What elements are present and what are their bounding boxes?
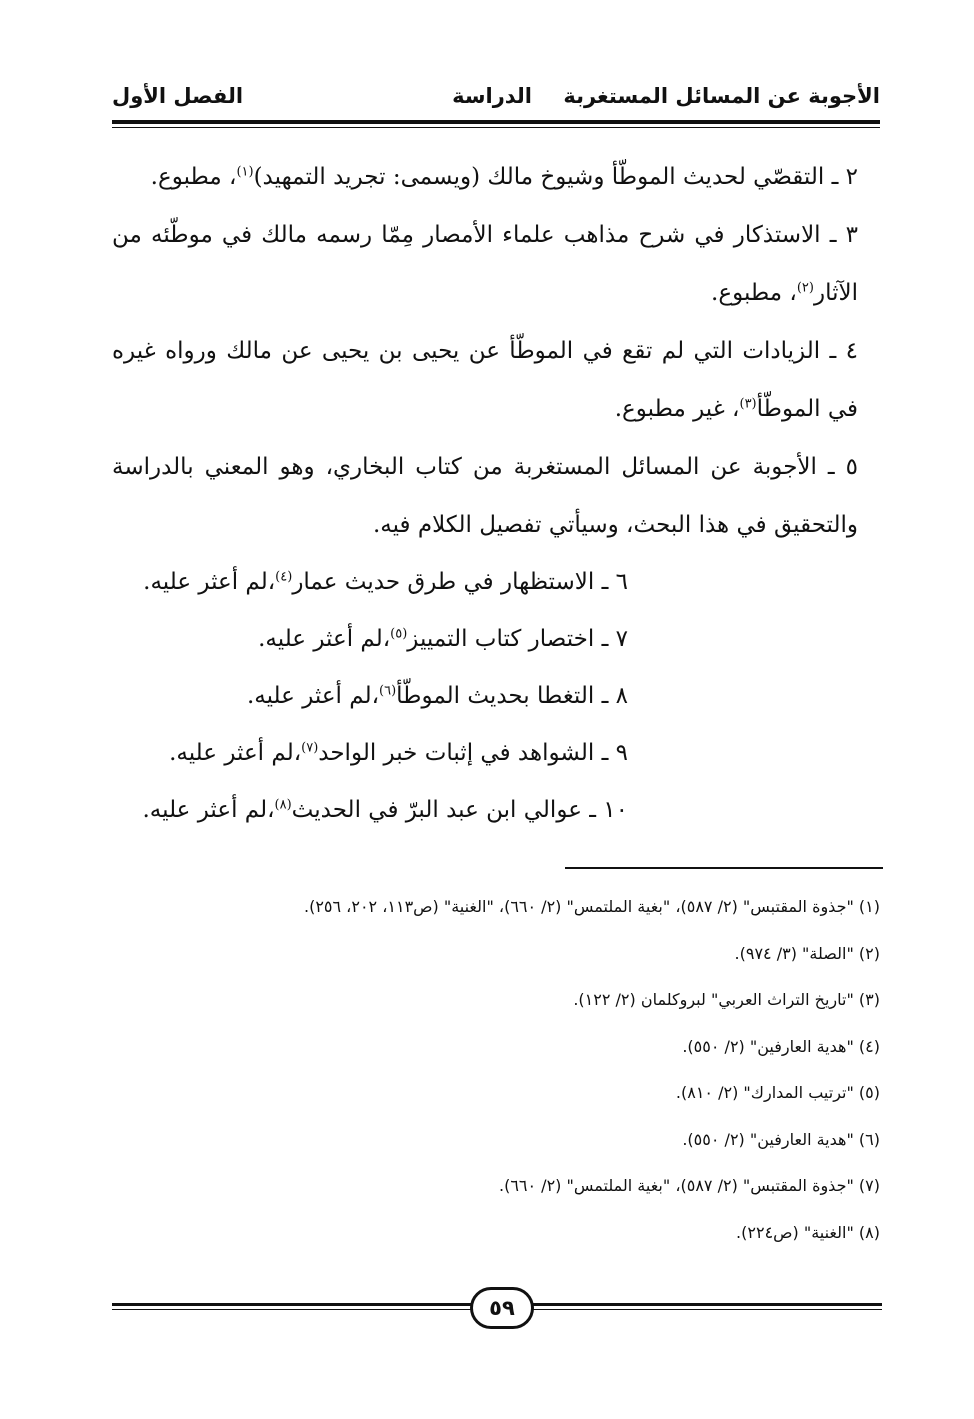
item-tail: ،لم أعثر عليه. <box>258 626 391 652</box>
footnote-ref: (٢) <box>796 280 814 296</box>
footnotes <box>100 890 880 1262</box>
paragraph-4 <box>112 322 880 438</box>
item-tail: ،لم أعثر عليه. <box>142 797 275 823</box>
footnote: (٥) "ترتيب المدارك" (٢/ ٨١٠). <box>675 1083 880 1102</box>
footnote: (٦) "هدية العارفين" (٢/ ٥٥٠). <box>682 1129 880 1149</box>
footnote-ref: (٨) <box>274 797 292 813</box>
paragraph-tail: ، مطبوع. <box>150 164 237 190</box>
footnote: (٢) "الصلة" (٣/ ٩٧٤). <box>734 943 880 963</box>
paragraph-text: ٥ ـ الأجوبة عن المسائل المستغربة من كتاب البخاري، وهو المعني بالدراسة والتحقيق في هذا البحث، وسيأتي تفصيل الكلام فيه. <box>112 454 858 538</box>
paragraph-tail: ، غير مطبوع. <box>614 396 740 422</box>
list-item <box>112 611 880 668</box>
footnote: (١) "جذوة المقتبس" (٢/ ٥٨٧)، "بغية الملتمس" (٢/ ٦٦٠)، "الغنية" (ص١١٣، ٢٠٢، ٢٥٦). <box>303 897 880 916</box>
main-text <box>112 148 880 839</box>
footnote-ref: (٤) <box>275 569 293 585</box>
item-tail: ،لم أعثر عليه. <box>246 683 379 709</box>
footnote-ref: (٥) <box>390 626 408 642</box>
footer-rule-left-thin <box>112 1309 474 1310</box>
footnote-separator <box>565 867 883 869</box>
paragraph-text: ٣ ـ الاستذكار في شرح مذاهب علماء الأمصار مِمّا رسمه مالك في موطّئه من الآثار <box>112 222 858 306</box>
item-tail: ،لم أعثر عليه. <box>143 569 276 595</box>
list-item <box>112 725 880 782</box>
footnote-ref: (٣) <box>739 396 757 412</box>
item-text: ٩ ـ الشواهد في إثبات خبر الواحد <box>318 740 628 766</box>
item-text: ٦ ـ الاستظهار في طرق حديث عمار <box>292 569 628 595</box>
header-rule-thin <box>112 127 880 128</box>
item-text: ٧ ـ اختصار كتاب التمييز <box>407 626 628 652</box>
item-text: ٨ ـ التغطا بحديث الموطّأ <box>396 683 628 709</box>
list-item <box>112 782 880 839</box>
footer-rule-right-thin <box>530 1309 882 1310</box>
footnote-ref: (٦) <box>379 683 397 699</box>
running-header <box>112 80 880 114</box>
paragraph-2 <box>112 148 880 206</box>
page-number-badge <box>470 1287 534 1329</box>
paragraph-text: ٢ ـ التقصّي لحديث الموطّأ وشيوخ مالك (ويسمى: تجريد التمهيد) <box>253 164 858 190</box>
footnote: (٨) "الغنية" (ص٢٢٤). <box>736 1222 880 1242</box>
page-number: ٥٩ <box>489 1295 515 1320</box>
paragraph-5 <box>112 438 880 554</box>
item-tail: ،لم أعثر عليه. <box>169 740 302 766</box>
footnote: (٧) "جذوة المقتبس" (٢/ ٥٨٧)، "بغية الملتمس" (٢/ ٦٦٠). <box>498 1176 880 1195</box>
footnote-ref: (٧) <box>301 740 319 756</box>
footnote: (٤) "هدية العارفين" (٢/ ٥٥٠). <box>682 1036 880 1056</box>
item-text: ١٠ ـ عوالي ابن عبد البرّ في الحديث <box>291 797 628 823</box>
chapter-title: الفصل الأول <box>112 84 244 108</box>
book-title: الأجوبة عن المسائل المستغربة <box>563 84 880 108</box>
footnote: (٣) "تاريخ التراث العربي" لبروكلمان (٢/ ١٢٢). <box>573 990 880 1009</box>
list-item <box>112 668 880 725</box>
paragraph-3 <box>112 206 880 322</box>
footnote-ref: (١) <box>236 164 254 180</box>
list-item <box>112 554 880 611</box>
section-title: الدراسة <box>452 84 532 108</box>
footer-rule-right <box>530 1303 882 1306</box>
footer-rule-left <box>112 1303 474 1306</box>
paragraph-text: ٤ ـ الزيادات التي لم تقع في الموطّأ عن يحيى بن يحيى عن مالك ورواه غيره في الموطّأ <box>112 338 858 422</box>
paragraph-tail: ، مطبوع. <box>711 280 797 306</box>
header-rule <box>112 120 880 124</box>
